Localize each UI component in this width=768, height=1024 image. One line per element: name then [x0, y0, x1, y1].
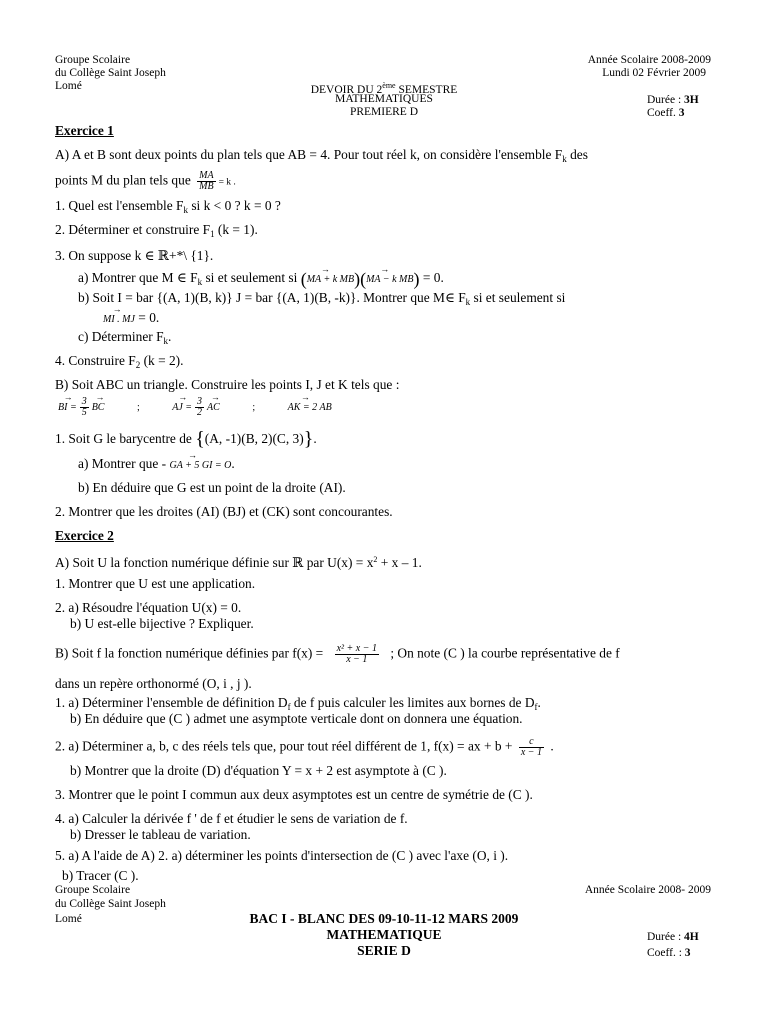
ex2-b-question4b: b) Dresser le tableau de variation.	[70, 827, 251, 842]
bac-exam-title: BAC I - BLANC DES 09-10-11-12 MARS 2009	[249, 911, 519, 926]
ex2-b-question2a: 2. a) Déterminer a, b, c des réels tels que, pour tout réel différent de 1, f(x) = ax + b + $\frac{c}{x - 1}$ .	[55, 736, 554, 758]
school-year-2: Année Scolaire 2008- 2009	[584, 884, 711, 896]
ex1-part-a-intro: A) A et B sont deux points du plan tels que AB = 4. Pour tout réel k, on considère l'ensemble $F_k$ des	[55, 147, 588, 164]
school-name-line1: Groupe Scolaire	[55, 54, 131, 66]
bac-exam-subject: MATHEMATIQUE	[326, 927, 442, 942]
school-name-line2: du Collège Saint Joseph	[55, 67, 166, 79]
ex2-a-question2b: b) U est-elle bijective ? Expliquer.	[70, 616, 254, 631]
school-city-2: Lomé	[55, 913, 82, 925]
exam-class: PREMIERE D	[349, 106, 419, 118]
ex1-part-a-condition: points M du plan tels que $\frac{MA}{MB}$ = k .	[55, 170, 236, 192]
bac-exam-duration: Durée : 4H	[647, 931, 699, 943]
ex2-part-b-frame: dans un repère orthonormé (O, i , j ).	[55, 676, 252, 691]
ex2-b-question5b: b) Tracer (C ).	[62, 868, 139, 883]
ex1-question3: 3. On suppose k ∈ ℝ+*\ {1}.	[55, 248, 214, 263]
vector-bi: → BI =	[58, 398, 77, 413]
ex2-a-question2a: 2. a) Résoudre l'équation U(x) = 0.	[55, 600, 242, 615]
exam-date: Lundi 02 Février 2009	[602, 67, 706, 79]
school-city: Lomé	[55, 80, 82, 92]
ex2-b-question5a: 5. a) A l'aide de A) 2. a) déterminer les points d'intersection de (C ) avec l'axe (O, i ).	[55, 848, 509, 863]
ex1-part-b-vectors: → BI = $\frac{3}{5}$ → BC ; → AJ = $\frac{3}{2}$ → AC ; → AK = 2 AB	[58, 397, 332, 418]
ex2-a-question1: 1. Montrer que U est une application.	[55, 576, 256, 591]
exam-duration: Durée : 3H	[647, 94, 699, 106]
ex1-question1: 1. Quel est l'ensemble $F_k$ si k < 0 ? k = 0 ?	[55, 198, 281, 215]
ex1-b-question2: 2. Montrer que les droites (AI) (BJ) et (CK) sont concourantes.	[55, 504, 393, 519]
exercise1-title: Exercice 1	[55, 123, 114, 138]
ex2-b-question2b: b) Montrer que la droite (D) d'équation Y = x + 2 est asymptote à (C ).	[70, 763, 447, 778]
bac-exam-coefficient: Coeff. : 3	[647, 947, 691, 959]
ex1-question3a: a) Montrer que M ∈ $F_k$ si et seulement si (→ MA + k MB)(→ MA − k MB) = 0.	[78, 268, 444, 290]
ex1-question2: 2. Déterminer et construire $F_1$ (k = 1).	[55, 222, 258, 239]
school-year: Année Scolaire 2008-2009	[587, 54, 711, 66]
ex1-b-question1b: b) En déduire que G est un point de la droite (AI).	[78, 480, 346, 495]
ex1-question3c: c) Déterminer $F_k$.	[78, 329, 172, 346]
ex1-b-question1: 1. Soit G le barycentre de {(A, -1)(B, 2)(C, 3)}.	[55, 428, 317, 450]
exam-title: DEVOIR DU 2ème SEMESTRE	[310, 81, 458, 96]
ex1-question3b-cont: → MI . MJ = 0.	[103, 308, 159, 327]
ex2-b-question3: 3. Montrer que le point I commun aux deux asymptotes est un centre de symétrie de (C ).	[55, 787, 533, 802]
ex1-question4: 4. Construire $F_2$ (k = 2).	[55, 353, 184, 370]
ex2-part-a-intro: A) Soit U la fonction numérique définie sur ℝ par $U(x) = x^2 + x - 1$.	[55, 555, 422, 570]
school-name-line2-2: du Collège Saint Joseph	[55, 898, 166, 910]
ex2-b-question1b: b) En déduire que (C ) admet une asymptote verticale dont on donnera une équation.	[70, 711, 523, 726]
exercise2-title: Exercice 2	[55, 528, 114, 543]
ex2-b-question4a: 4. a) Calculer la dérivée f ' de f et étudier le sens de variation de f.	[55, 811, 408, 826]
exam-subject: MATHEMATIQUES	[335, 93, 433, 105]
ex1-question3b: b) Soit I = bar {(A, 1)(B, k)} J = bar {(A, 1)(B, -k)}. Montrer que M∈ $F_k$ si et seulement si	[78, 290, 566, 307]
ex2-part-b-intro: B) Soit f la fonction numérique définies par f(x) = $\frac{\text{x² + x − 1}}{x - 1}$ ; On note (C ) la courbe représentative de f	[55, 643, 620, 665]
vector-ak: → AK = 2 AB	[288, 398, 332, 413]
ex1-b-question1a: a) Montrer que - → GA + 5 GI = O.	[78, 454, 235, 473]
vector-aj: → AJ =	[172, 398, 192, 413]
ex1-part-b-intro: B) Soit ABC un triangle. Construire les points I, J et K tels que :	[55, 377, 400, 392]
ex2-b-question1a: 1. a) Déterminer l'ensemble de définition $D_f$ de f puis calculer les limites aux bornes de $D_f$.	[55, 695, 541, 712]
exam-coefficient: Coeff. 3	[647, 107, 685, 119]
bac-exam-series: SERIE D	[357, 943, 411, 958]
school-name-line1-2: Groupe Scolaire	[55, 884, 131, 896]
